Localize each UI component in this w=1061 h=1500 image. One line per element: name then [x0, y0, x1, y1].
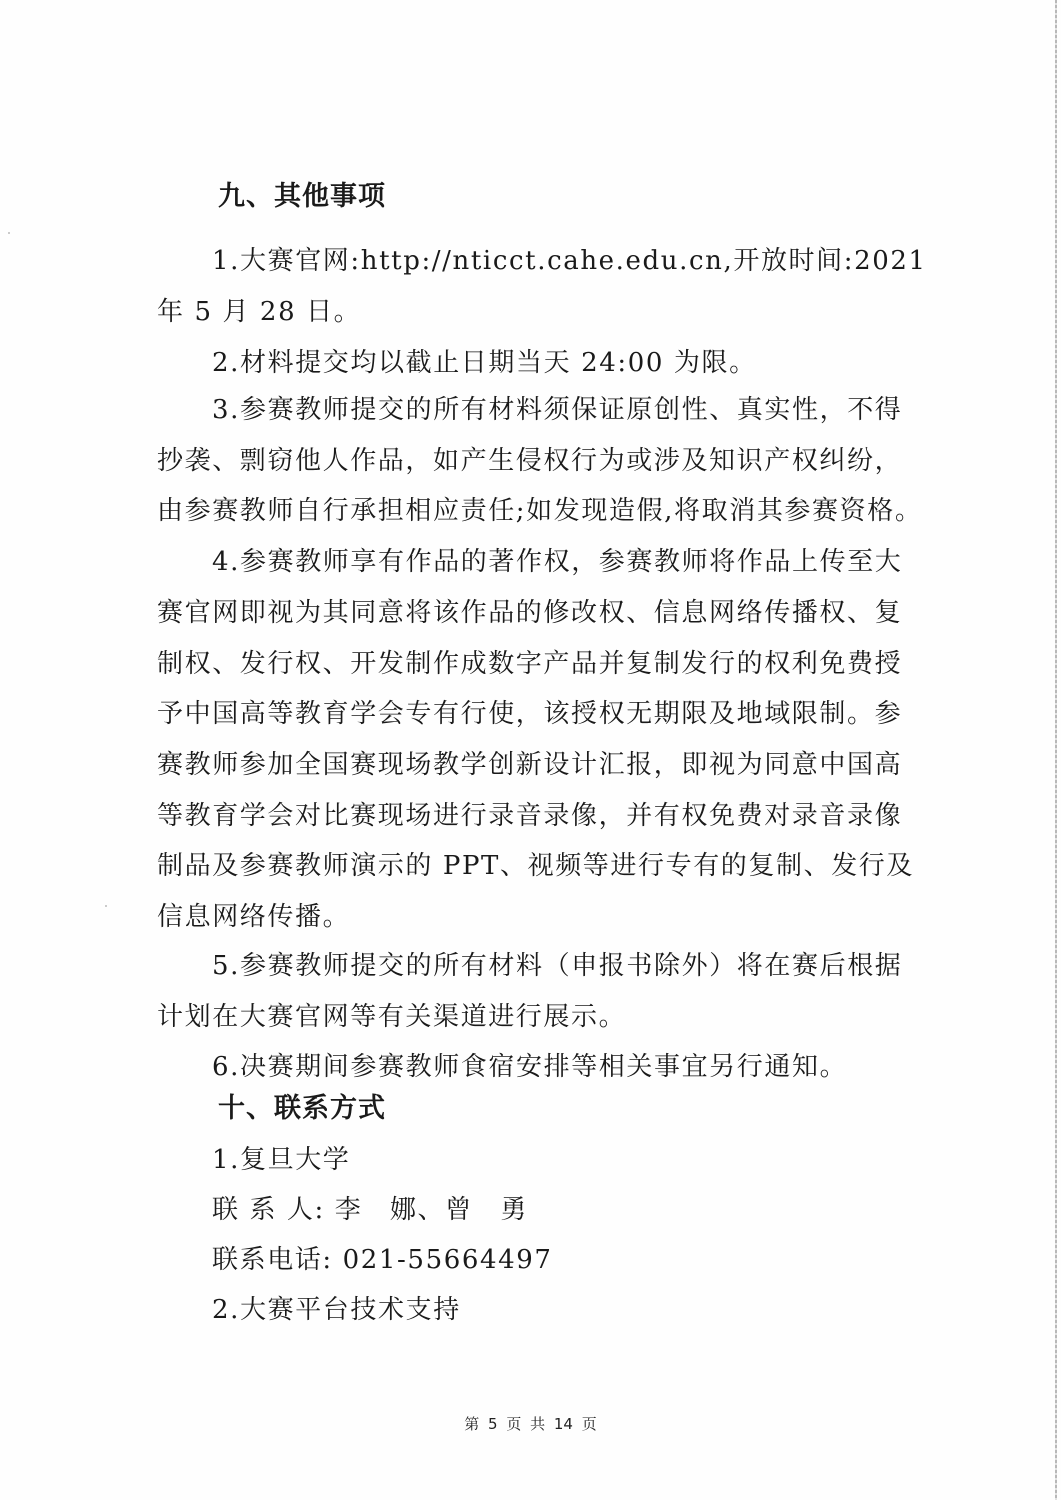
contact-org-fudan: 1.复旦大学	[212, 1145, 351, 1175]
item-4-line-1: 4.参赛教师享有作品的著作权，参赛教师将作品上传至大	[212, 547, 903, 577]
item-4-line-7: 制品及参赛教师演示的 PPT、视频等进行专有的复制、发行及	[157, 851, 914, 881]
item-1-line-2: 年 5 月 28 日。	[157, 297, 362, 327]
item-4-line-4: 予中国高等教育学会专有行使，该授权无期限及地域限制。参	[157, 699, 903, 729]
contact-persons: 联 系 人: 李 娜、曾 勇	[212, 1195, 528, 1225]
item-5-line-2: 计划在大赛官网等有关渠道进行展示。	[157, 1002, 627, 1032]
item-3-line-3: 由参赛教师自行承担相应责任;如发现造假,将取消其参赛资格。	[157, 496, 923, 526]
item-3-line-2: 抄袭、剽窃他人作品，如产生侵权行为或涉及知识产权纠纷，	[157, 446, 903, 476]
item-2-line-1: 2.材料提交均以截止日期当天 24:00 为限。	[212, 348, 757, 378]
item-4-line-8: 信息网络传播。	[157, 902, 351, 932]
contact-phone: 联系电话: 021-55664497	[212, 1245, 553, 1275]
item-6-line-1: 6.决赛期间参赛教师食宿安排等相关事宜另行通知。	[212, 1052, 848, 1082]
item-4-line-2: 赛官网即视为其同意将该作品的修改权、信息网络传播权、复	[157, 598, 903, 628]
section-heading-other-matters: 九、其他事项	[218, 181, 386, 212]
contact-org-platform-support: 2.大赛平台技术支持	[212, 1295, 461, 1325]
item-4-line-5: 赛教师参加全国赛现场教学创新设计汇报，即视为同意中国高	[157, 750, 903, 780]
section-heading-contact: 十、联系方式	[218, 1093, 386, 1124]
item-4-line-3: 制权、发行权、开发制作成数字产品并复制发行的权利免费授	[157, 649, 903, 679]
scan-speck	[105, 905, 107, 907]
item-1-line-1: 1.大赛官网:http://nticct.cahe.edu.cn,开放时间:2021	[212, 246, 927, 276]
scan-edge-line	[1055, 0, 1057, 1500]
page-number-footer: 第 5 页 共 14 页	[464, 1415, 597, 1433]
item-4-line-6: 等教育学会对比赛现场进行录音录像，并有权免费对录音录像	[157, 801, 903, 831]
scan-speck	[8, 232, 10, 234]
item-5-line-1: 5.参赛教师提交的所有材料（申报书除外）将在赛后根据	[212, 951, 903, 981]
item-3-line-1: 3.参赛教师提交的所有材料须保证原创性、真实性，不得	[212, 395, 903, 425]
